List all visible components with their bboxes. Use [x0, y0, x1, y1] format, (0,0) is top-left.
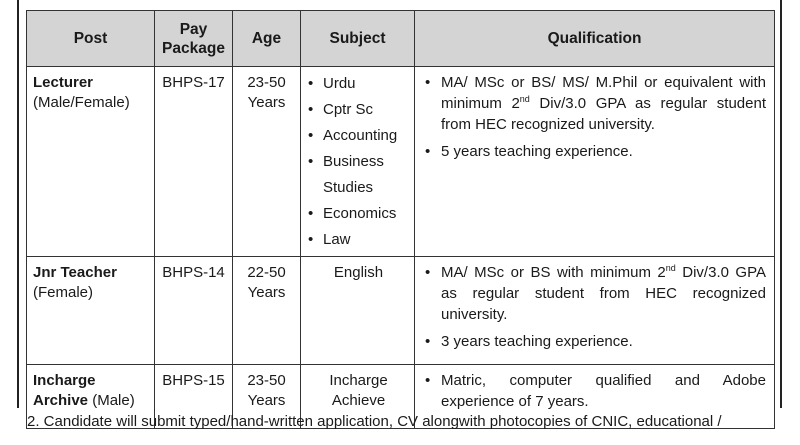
table-header-row: [27, 11, 775, 67]
age-unit: Years: [247, 284, 286, 301]
qualification-list: [423, 262, 766, 352]
header-post: Post: [27, 11, 155, 67]
list-item: • MA/ MSc or BS/ MS/ M.Phil or equivalent with minimum 2nd Div/3.0 GPA as regular student from HEC recognized university.: [423, 72, 766, 135]
vacancies-table: [26, 10, 775, 429]
list-item: • Business Studies: [307, 149, 410, 201]
post-gender: (Male/Female): [33, 94, 130, 111]
age-unit: Years: [247, 392, 286, 409]
header-qualification: Qualification: [415, 11, 775, 67]
list-item: • Accounting: [307, 123, 410, 149]
pay-cell: BHPS-17: [155, 67, 233, 257]
age-range: 22-50: [247, 264, 286, 281]
age-unit: Years: [247, 94, 286, 111]
post-name-line2: [33, 391, 149, 411]
qualification-cell: [415, 257, 775, 365]
post-cell: [27, 67, 155, 257]
subject-line2: Achieve: [331, 392, 386, 409]
header-age: Age: [233, 11, 301, 67]
pay-cell: BHPS-14: [155, 257, 233, 365]
list-item: • MA/ MSc or BS with minimum 2nd Div/3.0 GPA as regular student from HEC recognized university.: [423, 262, 766, 325]
post-name: Incharge: [33, 372, 96, 389]
header-pay-line1: Pay: [179, 20, 208, 38]
header-pay-line2: Package: [162, 39, 225, 57]
age-cell: [233, 257, 301, 365]
qualification-list: [423, 370, 766, 412]
list-item: • Matric, computer qualified and Adobe experience of 7 years.: [423, 370, 766, 412]
post-gender: (Male): [92, 392, 135, 409]
qualification-list: [423, 72, 766, 162]
post-name-bold: Archive: [33, 392, 89, 409]
list-item: • 5 years teaching experience.: [423, 141, 766, 162]
table-row: [27, 67, 775, 257]
list-item: • Cptr Sc: [307, 97, 410, 123]
list-item: • Urdu: [307, 71, 410, 97]
post-cell: [27, 257, 155, 365]
footnote-instruction: 2. Candidate will submit typed/hand-written application, CV alongwith photocopies of CNIC, educational /: [27, 413, 722, 430]
header-subject: Subject: [301, 11, 415, 67]
post-name: Jnr Teacher: [33, 264, 117, 281]
table-row: [27, 257, 775, 365]
post-name: Lecturer: [33, 74, 94, 91]
list-item: • Law: [307, 227, 410, 253]
post-gender: (Female): [33, 284, 94, 301]
list-item: • 3 years teaching experience.: [423, 331, 766, 352]
age-range: 23-50: [247, 74, 286, 91]
subject-cell: [301, 67, 415, 257]
subject-list: [307, 71, 410, 253]
age-range: 23-50: [247, 372, 286, 389]
header-pay-package: [155, 11, 233, 67]
age-cell: [233, 67, 301, 257]
subject-line1: Incharge: [329, 372, 388, 389]
pay-cell: BHPS-15: [155, 365, 233, 429]
subject-cell: English: [301, 257, 415, 365]
qualification-cell: [415, 67, 775, 257]
list-item: • Economics: [307, 201, 410, 227]
